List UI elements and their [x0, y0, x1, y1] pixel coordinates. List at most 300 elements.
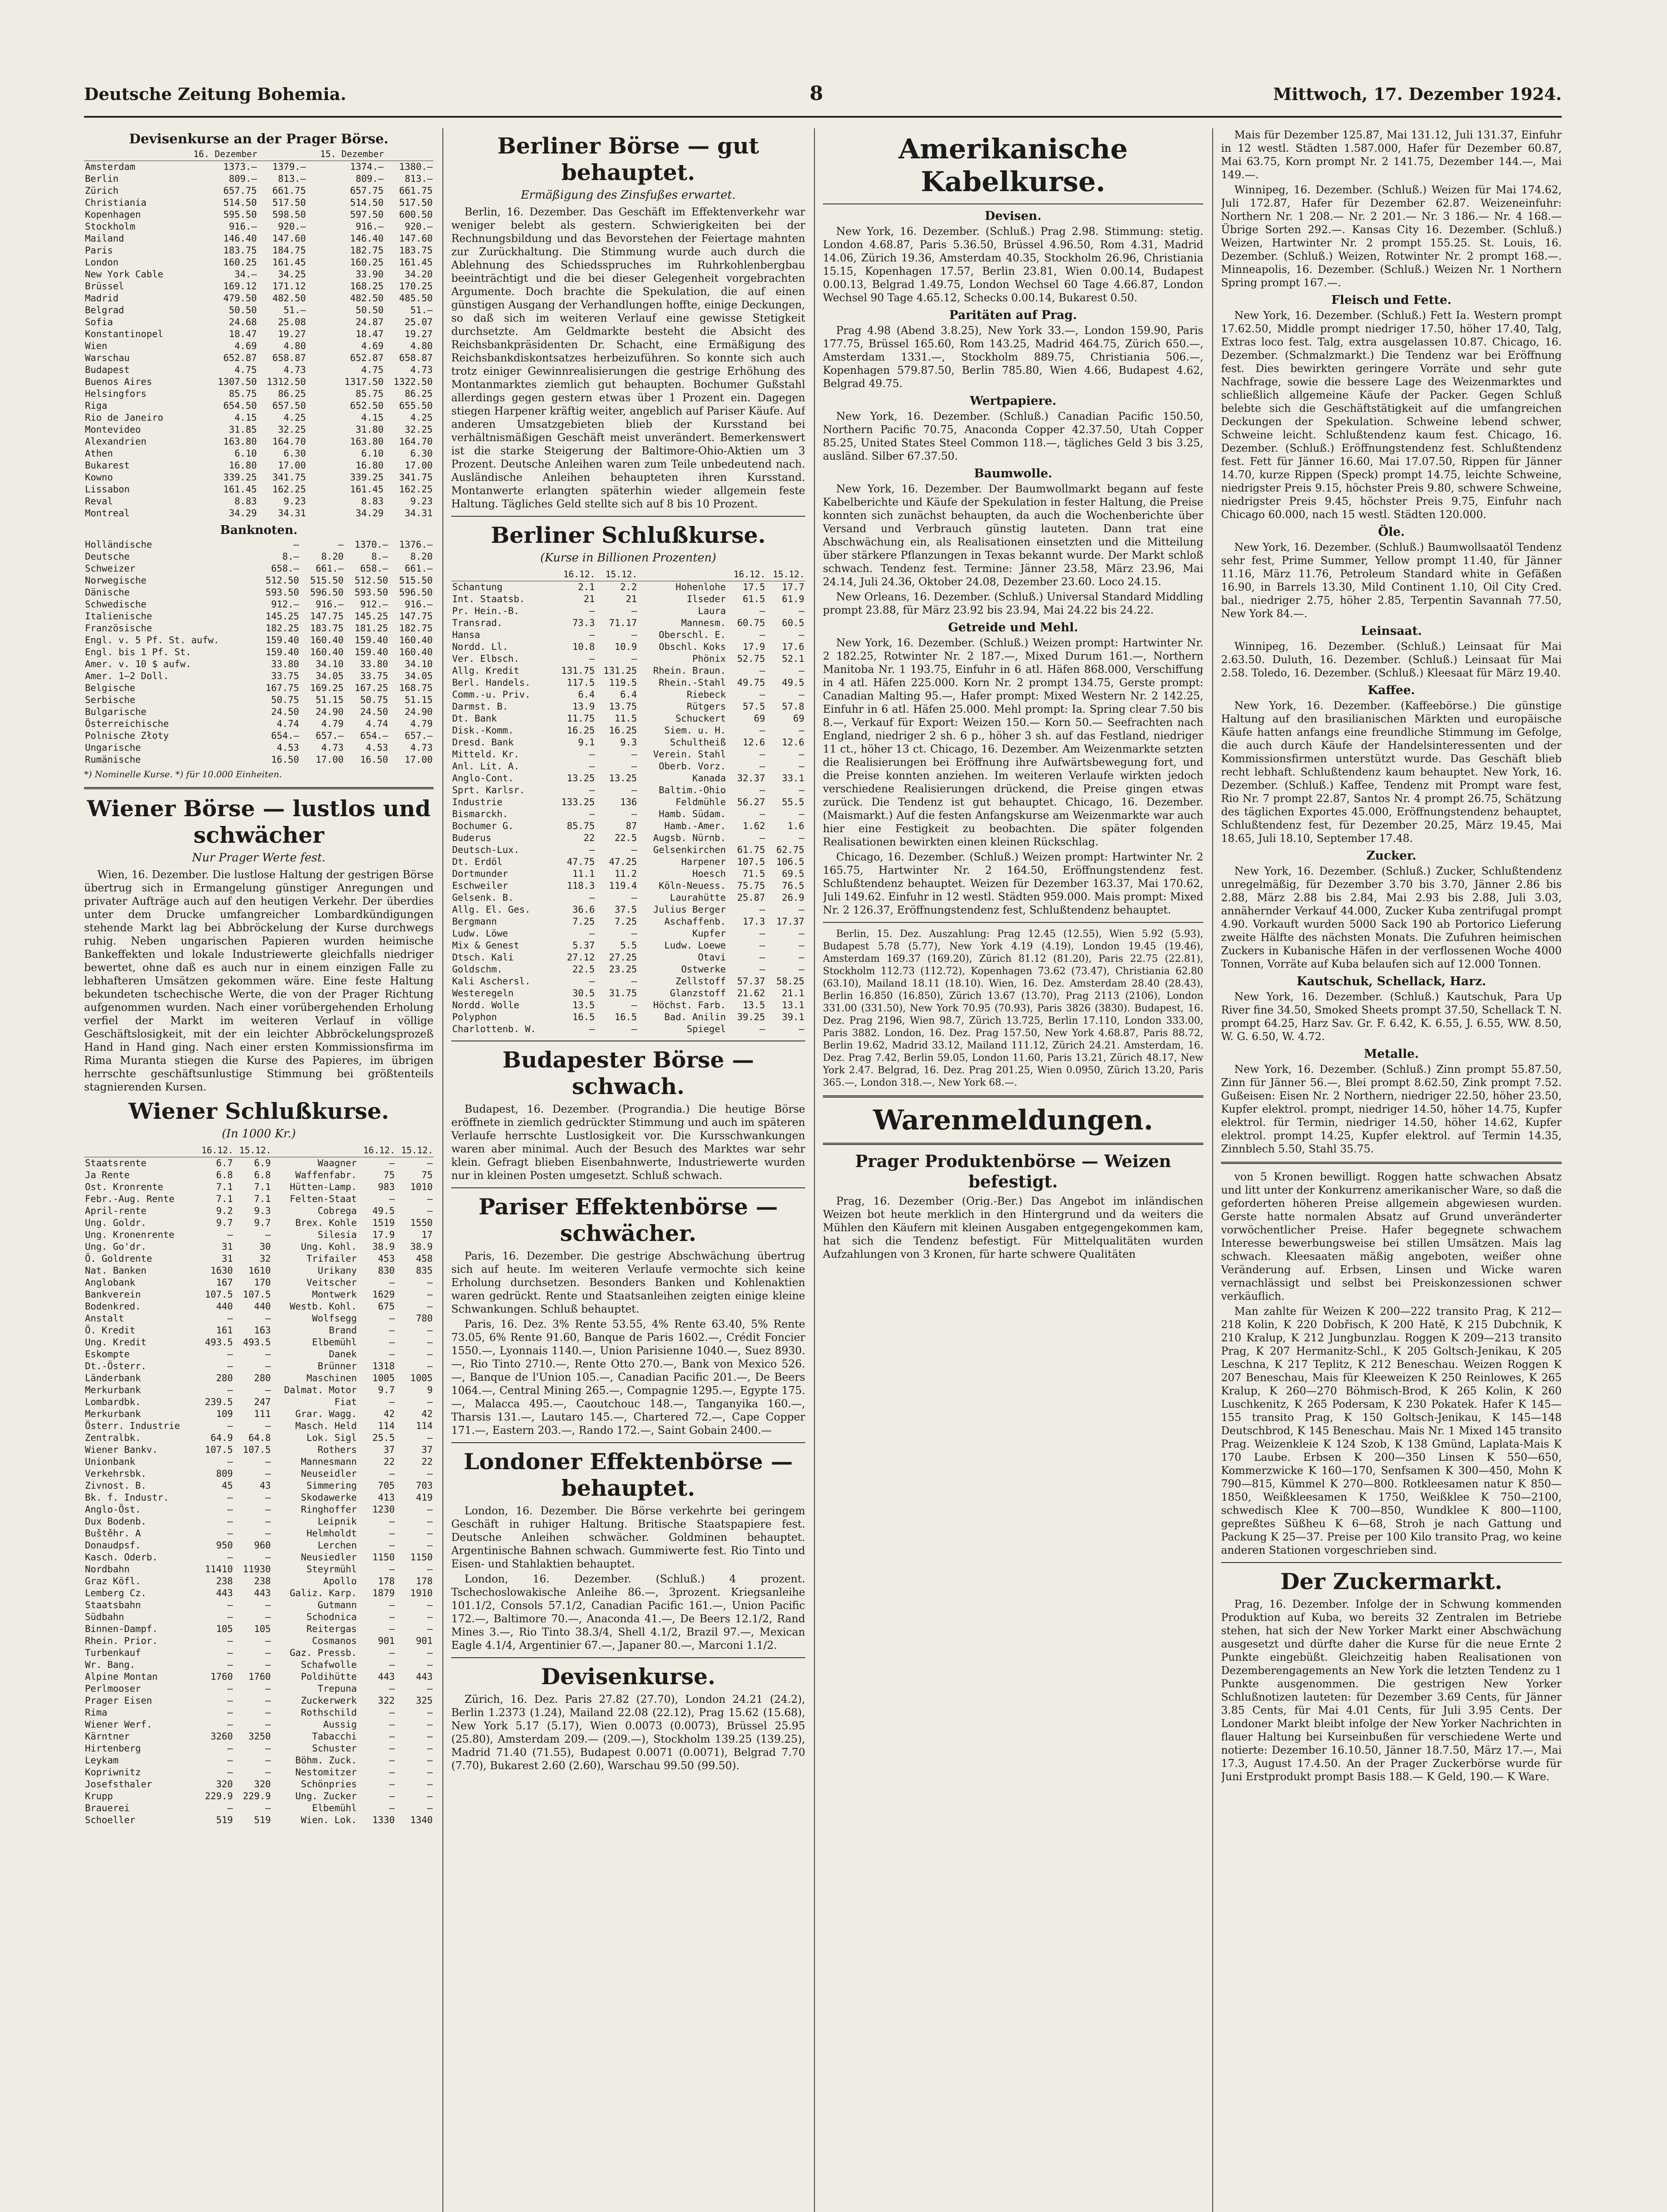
table-cell: 479.50 — [223, 293, 257, 303]
table-cell: 164.70 — [272, 436, 306, 447]
table-row — [84, 1790, 434, 1802]
table-row — [84, 1241, 434, 1253]
table-cell: 25.08 — [278, 317, 306, 327]
table-cell: 661.— — [315, 563, 344, 574]
table-cell: 168.75 — [399, 683, 433, 693]
table-cell: — — [389, 1337, 395, 1348]
table-cell: — — [389, 1707, 395, 1718]
table-row — [451, 760, 805, 772]
table-cell: — — [389, 1779, 395, 1790]
table-cell: Nordd. Ll. — [452, 641, 508, 652]
table-cell: — — [227, 1612, 233, 1622]
table-cell: 657.— — [315, 730, 344, 741]
table-cell: 32.25 — [278, 424, 306, 435]
table-cell: — — [589, 606, 595, 616]
table-row — [451, 725, 805, 737]
metalle-article: New York, 16. Dezember. (Schluß.) Zinn prompt 55.87.50, Zinn für Jänner 56.—, Blei prompt 8.62.50, Zink prompt 7.52. Gußeisen: Eisen Nr. 2 Northern, niedriger 22.50, höher 23.50, Kupfer elektrol. prompt, niedriger 14.50, höher 14.75, Kupfer elektrol. für Termin, niedriger 14.50, höher 14.62, Kupfer elektrol. prompt 14.25, Kupfer elektrol. auf Termin 14.35, Zinnblech 5.50, Stahl 35.75. — [1221, 1063, 1562, 1155]
table-cell: 161.45 — [272, 257, 306, 268]
table-cell: 16.5 — [615, 1012, 637, 1022]
table-cell: — — [631, 749, 637, 760]
zucker-article: New York, 16. Dezember. (Schluß.) Zucker, Schlußtendenz unregelmäßig, für Dezember 3.70 bis 3.70, Jänner 2.86 bis 2.88, März 2.88 bis 2.84, Mai 2.93 bis 2.88, Juli 3.03, annähernder Verkauf 44.000, Zucker Kuba zentrifugal prompt 4.90. Vorkauft wurden 5000 Sack 190 ab Portorico Lieferung zweite Hälfte des nächsten Monats. Die Zufuhren heimischen Zuckers in Kubanische Häfen in der verflossenen Woche 4000 Tonnen, Vorräte auf Kuba belaufen sich auf 12.000 Tonnen. — [1221, 865, 1562, 970]
table-cell: 703 — [416, 1480, 433, 1491]
table-cell: — — [427, 1683, 433, 1694]
table-cell: 169.25 — [310, 683, 344, 693]
table-cell: — — [389, 1719, 395, 1730]
table-cell: 4.69 — [361, 341, 384, 351]
table-cell: — — [227, 1743, 233, 1754]
getreide-article: New York, 16. Dezember. (Schluß.) Weizen prompt: Hartwinter Nr. 2 182.25, Rotwinter Nr. 2 187.—, Mixed Durum 161.—, Northern Manitoba Nr. 1 193.75, Einfuhr in 6 atl. Häfen 868.000, Verschiffung in 4 atl. Häfen 225.000. Korn Nr. 2 prompt 134.75, Gerste prompt: Canadian Malting 95.—, Hafer prompt: Mixed Western Nr. 2 142.25, Einfuhr in 6 atl. Häfen 25.000. Mehl prompt: Ia. Spring clear 7.50 bis 8.—, Verkauf für Export: Weizen 150.— Korn 50.— Seefrachten nach England, niedriger 2 sh. 6 p., höher 3 sh. auf das Festland, niedriger 11 ct., höher 13 ct. Chicago, 16. Dezember. Am Weizenmarkte setzten die Realisierungen bei Eröffnung ihre Aufwärtsbewegung fort, und die Preise konnten anziehen. Im weiteren Verlaufe wirkten jedoch verschiedene Realisierungen drückend, die Preise gingen etwas zurück. Die Tendenz ist gut behauptet. Chicago, 16. Dezember. (Maismarkt.) Auf die festen Anfangskurse am Weizenmarkte war auch hier eine Festigkeit zu beobachten. Die später folgenden Realisationen bewirkten einen kleinen Rückschlag. — [823, 637, 1203, 848]
table-cell: 12.6 — [782, 737, 804, 748]
table-cell: — — [759, 904, 765, 915]
table-cell: — — [265, 1707, 271, 1718]
table-cell: — — [389, 1397, 395, 1407]
table-cell: Kupfer — [692, 928, 726, 939]
table-header-cell: 16.12. — [196, 1144, 234, 1157]
table-row — [451, 868, 805, 880]
wien-schluss-subtitle: (In 1000 Kr.) — [222, 1127, 296, 1141]
table-cell: Krupp — [85, 1791, 113, 1801]
table-row — [84, 1348, 434, 1360]
table-cell: 4.15 — [361, 412, 384, 423]
table-cell: New York Cable — [85, 269, 164, 280]
table-header-cell: 15.12. — [766, 568, 805, 581]
table-cell: 658.87 — [399, 353, 433, 363]
table-cell: Köln-Neuess. — [659, 880, 726, 891]
table-cell: Ringhoffer — [301, 1504, 357, 1515]
table-cell: Verkehrsbk. — [85, 1468, 147, 1479]
paris-article: Paris, 16. Dezember. Die gestrige Abschwächung übertrug sich auf heute. Im weiteren Verlaufe vermochte sich keine Erholung durchsetzen. Besonders Banken und Kohlenaktien waren gedrückt. Rente und Staatsanleihen zeigten einige kleine Schwankungen. Schluß behauptet. — [451, 1250, 805, 1315]
table-cell: 183.75 — [223, 245, 257, 256]
table-cell: 413 — [378, 1492, 395, 1503]
table-cell: Oberb. Vorz. — [659, 761, 726, 772]
table-row — [84, 730, 434, 742]
table-cell: 167.25 — [354, 683, 388, 693]
table-cell: Rhein.-Stahl — [659, 677, 726, 688]
table-header-cell — [451, 568, 553, 581]
wertpapiere-article: New York, 16. Dezember. (Schluß.) Canadian Pacific 150.50, Northern Pacific 70.75, Anaconda Copper 42.37.50, Utah Copper 85.25, United States Steel Common 118.—, tägliches Geld 3 bis 3.25, ausländ. Silber 67.37.50. — [823, 410, 1203, 462]
table-cell: 160.40 — [310, 647, 344, 657]
table-cell: — — [427, 1337, 433, 1348]
table-cell: Felten-Staat — [289, 1194, 357, 1204]
table-cell: 322 — [378, 1695, 395, 1706]
table-cell: 9 — [427, 1385, 433, 1395]
table-cell: — — [227, 1636, 233, 1646]
table-cell: 6.4 — [620, 689, 637, 700]
table-cell: April-rente — [85, 1206, 147, 1216]
table-cell: 160.40 — [399, 647, 433, 657]
table-cell: Otavi — [698, 952, 726, 963]
table-cell: 1330 — [372, 1815, 395, 1825]
table-cell: 280 — [216, 1373, 233, 1383]
table-cell: — — [427, 1528, 433, 1539]
table-row — [84, 1528, 434, 1540]
table-cell: 30 — [259, 1241, 271, 1252]
table-cell: 57.37 — [737, 976, 765, 987]
table-cell: 31.85 — [229, 424, 257, 435]
table-cell: 55.5 — [782, 797, 804, 807]
table-cell: 182.75 — [350, 245, 384, 256]
table-cell: Goldschm. — [452, 964, 503, 975]
table-cell: Westb. Kohl. — [289, 1301, 357, 1312]
table-cell: 24.68 — [229, 317, 257, 327]
table-row — [84, 1755, 434, 1767]
table-cell: — — [799, 952, 804, 963]
table-cell: 512.50 — [354, 575, 388, 586]
table-cell: 86.25 — [278, 388, 306, 399]
table-row — [84, 1659, 434, 1671]
table-row — [451, 641, 805, 653]
table-cell: 161 — [216, 1325, 233, 1336]
table-cell: 600.50 — [399, 209, 433, 220]
divider — [451, 1657, 805, 1658]
table-cell: 50.75 — [271, 695, 300, 705]
table-cell: 8.— — [282, 551, 300, 562]
table-row — [84, 1336, 434, 1348]
table-row — [451, 629, 805, 641]
table-cell: — — [227, 1767, 233, 1778]
table-cell: 87 — [626, 821, 637, 831]
table-cell: 4.80 — [410, 341, 433, 351]
table-cell: Harpener — [681, 856, 726, 867]
table-cell: 9.7 — [378, 1385, 395, 1395]
table-cell: Norwegische — [85, 575, 147, 586]
table-cell: — — [589, 653, 595, 664]
table-cell: Phönix — [692, 653, 726, 664]
table-row — [84, 1599, 434, 1611]
table-row — [84, 1277, 434, 1289]
table-cell: — — [227, 1229, 233, 1240]
table-cell: Eskompte — [85, 1349, 130, 1359]
table-cell: Serbische — [85, 695, 135, 705]
table-cell: Sprt. Karlsr. — [452, 785, 525, 795]
table-cell: 17.37 — [776, 916, 804, 927]
table-cell: — — [265, 1385, 271, 1395]
table-cell: 654.— — [271, 730, 300, 741]
table-cell: 238 — [216, 1576, 233, 1586]
table-cell: 47.25 — [609, 856, 637, 867]
table-cell: 34.25 — [278, 269, 306, 280]
table-cell: — — [389, 1540, 395, 1551]
table-cell: 657.50 — [272, 400, 306, 411]
table-cell: 146.40 — [350, 233, 384, 244]
table-row — [84, 1563, 434, 1575]
table-cell: — — [759, 785, 765, 795]
table-cell: Rothschild — [301, 1707, 357, 1718]
table-cell: 32 — [259, 1253, 271, 1264]
table-cell: Nat. Banken — [85, 1265, 147, 1276]
table-cell: 1370.— — [354, 539, 388, 550]
table-cell: — — [427, 1743, 433, 1754]
table-cell: — — [227, 1552, 233, 1563]
table-cell: 493.5 — [242, 1337, 271, 1348]
zuckermarkt-article: Prag, 16. Dezember. Infolge der in Schwung kommenden Produktion auf Kuba, wo bereits 32 Zentralen im Betriebe stehen, hat sich der New Yorker Markt einer Abschwächung ausgesetzt und dürfte daher die Kurse für die neue Ernte 2 Punkte eingebüßt. Gleichzeitig haben Realisationen von Dezemberengagements an New York die letzten Tendenz zu 1 Punkte ausgenommen. Die gestrigen New Yorker Schlußnotizen lauteten: für Dezember 3.69 Cents, für Jänner 3.85 Cents, für Mai 4.01 Cents, für Juli 3.95 Cents. Der Londoner Markt bleibt infolge der New Yorker Nachrichten in flauer Haltung bei Kurseinbußen für verschiedene Werte und notierte: Dezember 16.10.50, Jänner 18.7.50, März 17.—, Mai 17.3, August 17.4.50. An der Prager Zuckerbörse wurde für Juni Erstprodukt prompt Basis 188.— K Geld, 190.— K Ware. — [1221, 1598, 1562, 1783]
table-cell: Polyphon — [452, 1012, 497, 1022]
table-cell: 9.23 — [410, 496, 433, 507]
table-cell: 13.75 — [609, 701, 637, 712]
table-cell: 830 — [378, 1265, 395, 1276]
table-cell: 33.80 — [271, 659, 300, 669]
table-cell: — — [427, 1779, 433, 1790]
table-cell: 163.80 — [223, 436, 257, 447]
table-cell: Höchst. Farb. — [653, 1000, 726, 1010]
table-cell: Julius Berger — [653, 904, 726, 915]
table-cell: — — [759, 665, 765, 676]
table-cell: 42 — [383, 1409, 395, 1419]
table-cell: 38.9 — [410, 1241, 433, 1252]
table-cell: Masch. Held — [295, 1421, 357, 1431]
table-cell: 160.40 — [310, 635, 344, 645]
table-cell: 24.87 — [355, 317, 384, 327]
table-cell: Rio de Janeiro — [85, 412, 164, 423]
table-cell: — — [389, 1325, 395, 1336]
table-cell: Mix & Genest — [452, 940, 519, 951]
table-cell: 11.2 — [615, 868, 637, 879]
table-cell: Allg. Kredit — [452, 665, 519, 676]
table-cell: 11.5 — [615, 713, 637, 724]
table-cell: 17.7 — [782, 582, 804, 592]
table-cell: 661.— — [404, 563, 433, 574]
table-cell: 1.62 — [742, 821, 765, 831]
table-cell: — — [265, 1504, 271, 1515]
table-cell: 33.90 — [355, 269, 384, 280]
table-cell: — — [759, 940, 765, 951]
table-cell: 52.1 — [782, 653, 804, 664]
berlin-schluss-table — [451, 568, 805, 1035]
table-cell: — — [631, 845, 637, 855]
table-row — [451, 952, 805, 964]
table-cell: 596.50 — [310, 587, 344, 598]
table-cell: 493.5 — [205, 1337, 233, 1348]
table-row — [451, 987, 805, 999]
table-cell: Hohenlohe — [675, 582, 726, 592]
table-header-cell — [258, 148, 307, 161]
table-cell: 1318 — [372, 1361, 395, 1371]
wien-schluss-title: Wiener Schlußkurse. — [128, 1098, 389, 1124]
table-cell: 17.00 — [404, 754, 433, 765]
table-cell: 161.45 — [399, 257, 433, 268]
table-cell: — — [427, 1361, 433, 1371]
table-cell: 60.75 — [737, 618, 765, 628]
kautschuk-title: Kautschuk, Schellack, Harz. — [1296, 975, 1486, 988]
table-cell: Bad. Anilin — [664, 1012, 726, 1022]
table-cell: Fiat — [334, 1397, 357, 1407]
waren-article: Prag, 16. Dezember (Orig.-Ber.) Das Angebot im inländischen Weizen bot heute merklich in den Hintergrund und da weiters die Mühlen den Käufern mit kleinen Ausgaben entgegengekommen kam, hat sich die Tendenz befestigt. Für Mittelqualitäten wurden Aufzahlungen von 3 Kronen, für harte schwere Qualitäten — [823, 1195, 1203, 1260]
table-cell: Ja Rente — [85, 1170, 130, 1180]
table-row — [84, 495, 434, 507]
table-cell: 76.5 — [782, 880, 804, 891]
table-cell: Verein. Stahl — [653, 749, 726, 760]
table-cell: 1317.50 — [344, 376, 384, 387]
table-cell: 514.50 — [223, 197, 257, 208]
table-cell: 658.87 — [272, 353, 306, 363]
table-cell: Urikany — [318, 1265, 357, 1276]
table-cell: — — [589, 809, 595, 819]
table-cell: — — [227, 1528, 233, 1539]
table-cell: 13.25 — [567, 773, 595, 783]
table-cell: — — [427, 1194, 433, 1204]
table-cell: — — [631, 653, 637, 664]
table-cell: Dortmunder — [452, 868, 508, 879]
table-header-cell — [384, 148, 434, 161]
table-cell: — — [589, 749, 595, 760]
table-row — [84, 280, 434, 292]
table-cell: — — [427, 1755, 433, 1766]
table-cell: 34.10 — [404, 659, 433, 669]
table-header-cell: 16.12. — [553, 568, 595, 581]
page-number: 8 — [810, 82, 823, 105]
table-cell: 147.60 — [272, 233, 306, 244]
table-cell: Wiener Werf. — [85, 1719, 152, 1730]
table-cell: Danek — [329, 1349, 357, 1359]
table-cell: — — [799, 904, 804, 915]
table-cell: Merkurbank — [85, 1409, 141, 1419]
table-cell: 64.9 — [210, 1432, 233, 1443]
table-cell: Darmst. B. — [452, 701, 508, 712]
table-cell: 4.80 — [283, 341, 306, 351]
table-cell: Brünner — [318, 1361, 357, 1371]
table-cell: 42 — [421, 1409, 433, 1419]
banknoten-table — [84, 539, 434, 766]
table-cell: — — [389, 1528, 395, 1539]
table-row — [84, 611, 434, 622]
table-cell: 6.7 — [216, 1158, 233, 1168]
table-row — [84, 1504, 434, 1516]
table-cell: Ost. Kronrente — [85, 1182, 164, 1192]
table-cell: 16.25 — [609, 725, 637, 736]
table-cell: 43 — [259, 1480, 271, 1491]
table-cell: — — [427, 1158, 433, 1168]
table-row — [84, 1719, 434, 1731]
table-cell: Elbemühl — [312, 1337, 357, 1348]
table-row — [84, 1683, 434, 1695]
devisen-prag-title: Devisenkurse an der Prager Börse. — [129, 131, 389, 147]
table-row — [451, 677, 805, 689]
table-cell: — — [389, 1767, 395, 1778]
table-cell: Südbahn — [85, 1612, 124, 1622]
table-cell: Dtsch. Kali — [452, 952, 514, 963]
table-cell: 1376.— — [399, 539, 433, 550]
table-cell: Zuckerwerk — [301, 1695, 357, 1706]
table-cell: 482.50 — [350, 293, 384, 303]
table-cell: 184.75 — [272, 245, 306, 256]
paris-title: Pariser Effektenbörse — schwächer. — [478, 1194, 778, 1246]
column-4 — [1221, 128, 1562, 2212]
table-row — [84, 1587, 434, 1599]
table-cell: 8.20 — [410, 551, 433, 562]
table-cell: 593.50 — [354, 587, 388, 598]
table-cell: 17.5 — [742, 582, 765, 592]
table-cell: 16.80 — [355, 460, 384, 471]
table-cell: 4.75 — [234, 365, 257, 375]
table-cell: 183.75 — [310, 623, 344, 634]
table-cell: Glanzstoff — [670, 988, 726, 998]
table-cell: Rhein. Prior. — [85, 1636, 158, 1646]
table-cell: 22 — [383, 1456, 395, 1467]
table-row — [84, 316, 434, 328]
table-cell: 18.47 — [355, 329, 384, 339]
table-cell: Feldmühle — [675, 797, 726, 807]
column-separator — [1212, 128, 1213, 2212]
table-cell: 517.50 — [272, 197, 306, 208]
table-cell: 1.6 — [787, 821, 804, 831]
table-cell: Zivnost. B. — [85, 1480, 147, 1491]
table-cell: Ung. Kredit — [85, 1337, 147, 1348]
table-header-cell: 15. Dezember — [307, 148, 384, 161]
table-cell: 107.5 — [242, 1444, 271, 1455]
table-cell: Stockholm — [85, 221, 135, 232]
table-cell: 512.50 — [265, 575, 300, 586]
table-cell: 61.9 — [782, 594, 804, 604]
table-header-cell: 16. Dezember — [180, 148, 258, 161]
kabel-newyork: New York, 16. Dezember. (Schluß.) Prag 2.98. Stimmung: stetig. London 4.68.87, Paris 5.36.50, Brüssel 4.96.50, Rom 4.31, Madrid 14.06, Zürich 19.36, Amsterdam 40.35, Stockholm 26.96, Christiania 15.15, Kopenhagen 17.57, Berlin 23.81, Wien 0.00.14, Budapest 0.00.13, Belgrad 1.49.75, London Wechsel 60 Tage 4.66.87, London Wechsel 90 Tage 4.65.12, Schecks 0.00.14, Bukarest 0.50. — [823, 225, 1203, 304]
table-cell: 159.40 — [354, 635, 388, 645]
divider — [451, 1187, 805, 1188]
table-row — [451, 904, 805, 916]
table-cell: 4.75 — [361, 365, 384, 375]
table-cell: 160.40 — [399, 635, 433, 645]
table-cell: Wien — [85, 341, 108, 351]
table-cell: 25.5 — [372, 1432, 395, 1443]
table-cell: 4.73 — [283, 365, 306, 375]
table-cell: 920.— — [278, 221, 306, 232]
table-cell: 147.60 — [399, 233, 433, 244]
table-cell: — — [265, 1636, 271, 1646]
table-cell: 31 — [222, 1241, 233, 1252]
table-cell: — — [227, 1719, 233, 1730]
table-cell: 8.— — [371, 551, 388, 562]
table-cell: Wolfsegg — [312, 1313, 357, 1324]
table-cell: Ö. Goldrente — [85, 1253, 152, 1264]
table-cell: Spiegel — [687, 1024, 726, 1034]
table-cell: 17 — [421, 1229, 433, 1240]
table-cell: Reval — [85, 496, 113, 507]
table-cell: — — [589, 928, 595, 939]
table-cell: Zentralbk. — [85, 1432, 141, 1443]
table-cell: Grar. Wagg. — [295, 1409, 357, 1419]
table-cell: 950 — [216, 1540, 233, 1551]
table-cell: — — [799, 606, 804, 616]
table-cell: Schönpries — [301, 1779, 357, 1790]
table-cell: 10.8 — [572, 641, 595, 652]
table-row — [84, 551, 434, 563]
table-cell: — — [427, 1325, 433, 1336]
table-cell: 661.75 — [272, 185, 306, 196]
table-cell: — — [427, 1301, 433, 1312]
table-cell: Anstalt — [85, 1313, 124, 1324]
table-cell: 519 — [254, 1815, 271, 1825]
table-cell: Lissabon — [85, 484, 130, 495]
table-cell: — — [759, 606, 765, 616]
table-cell: 22.5 — [572, 964, 595, 975]
table-cell: 163 — [254, 1325, 271, 1336]
table-cell: Cobrega — [318, 1206, 357, 1216]
table-cell: Waffenfabr. — [295, 1170, 357, 1180]
table-cell: 514.50 — [350, 197, 384, 208]
table-cell: — — [427, 1659, 433, 1670]
table-cell: 809.— — [229, 173, 257, 184]
table-row — [84, 1420, 434, 1432]
table-cell: 6.30 — [410, 448, 433, 459]
table-cell: — — [631, 892, 637, 903]
table-cell: Bodenkred. — [85, 1301, 141, 1312]
table-cell: — — [631, 809, 637, 819]
table-cell: Cosmanos — [312, 1636, 357, 1646]
table-cell: Schwedische — [85, 599, 147, 610]
table-cell: 33.80 — [360, 659, 388, 669]
table-cell: — — [265, 1361, 271, 1371]
table-cell: Anglo-Öst. — [85, 1504, 141, 1515]
table-cell: 31.75 — [609, 988, 637, 998]
